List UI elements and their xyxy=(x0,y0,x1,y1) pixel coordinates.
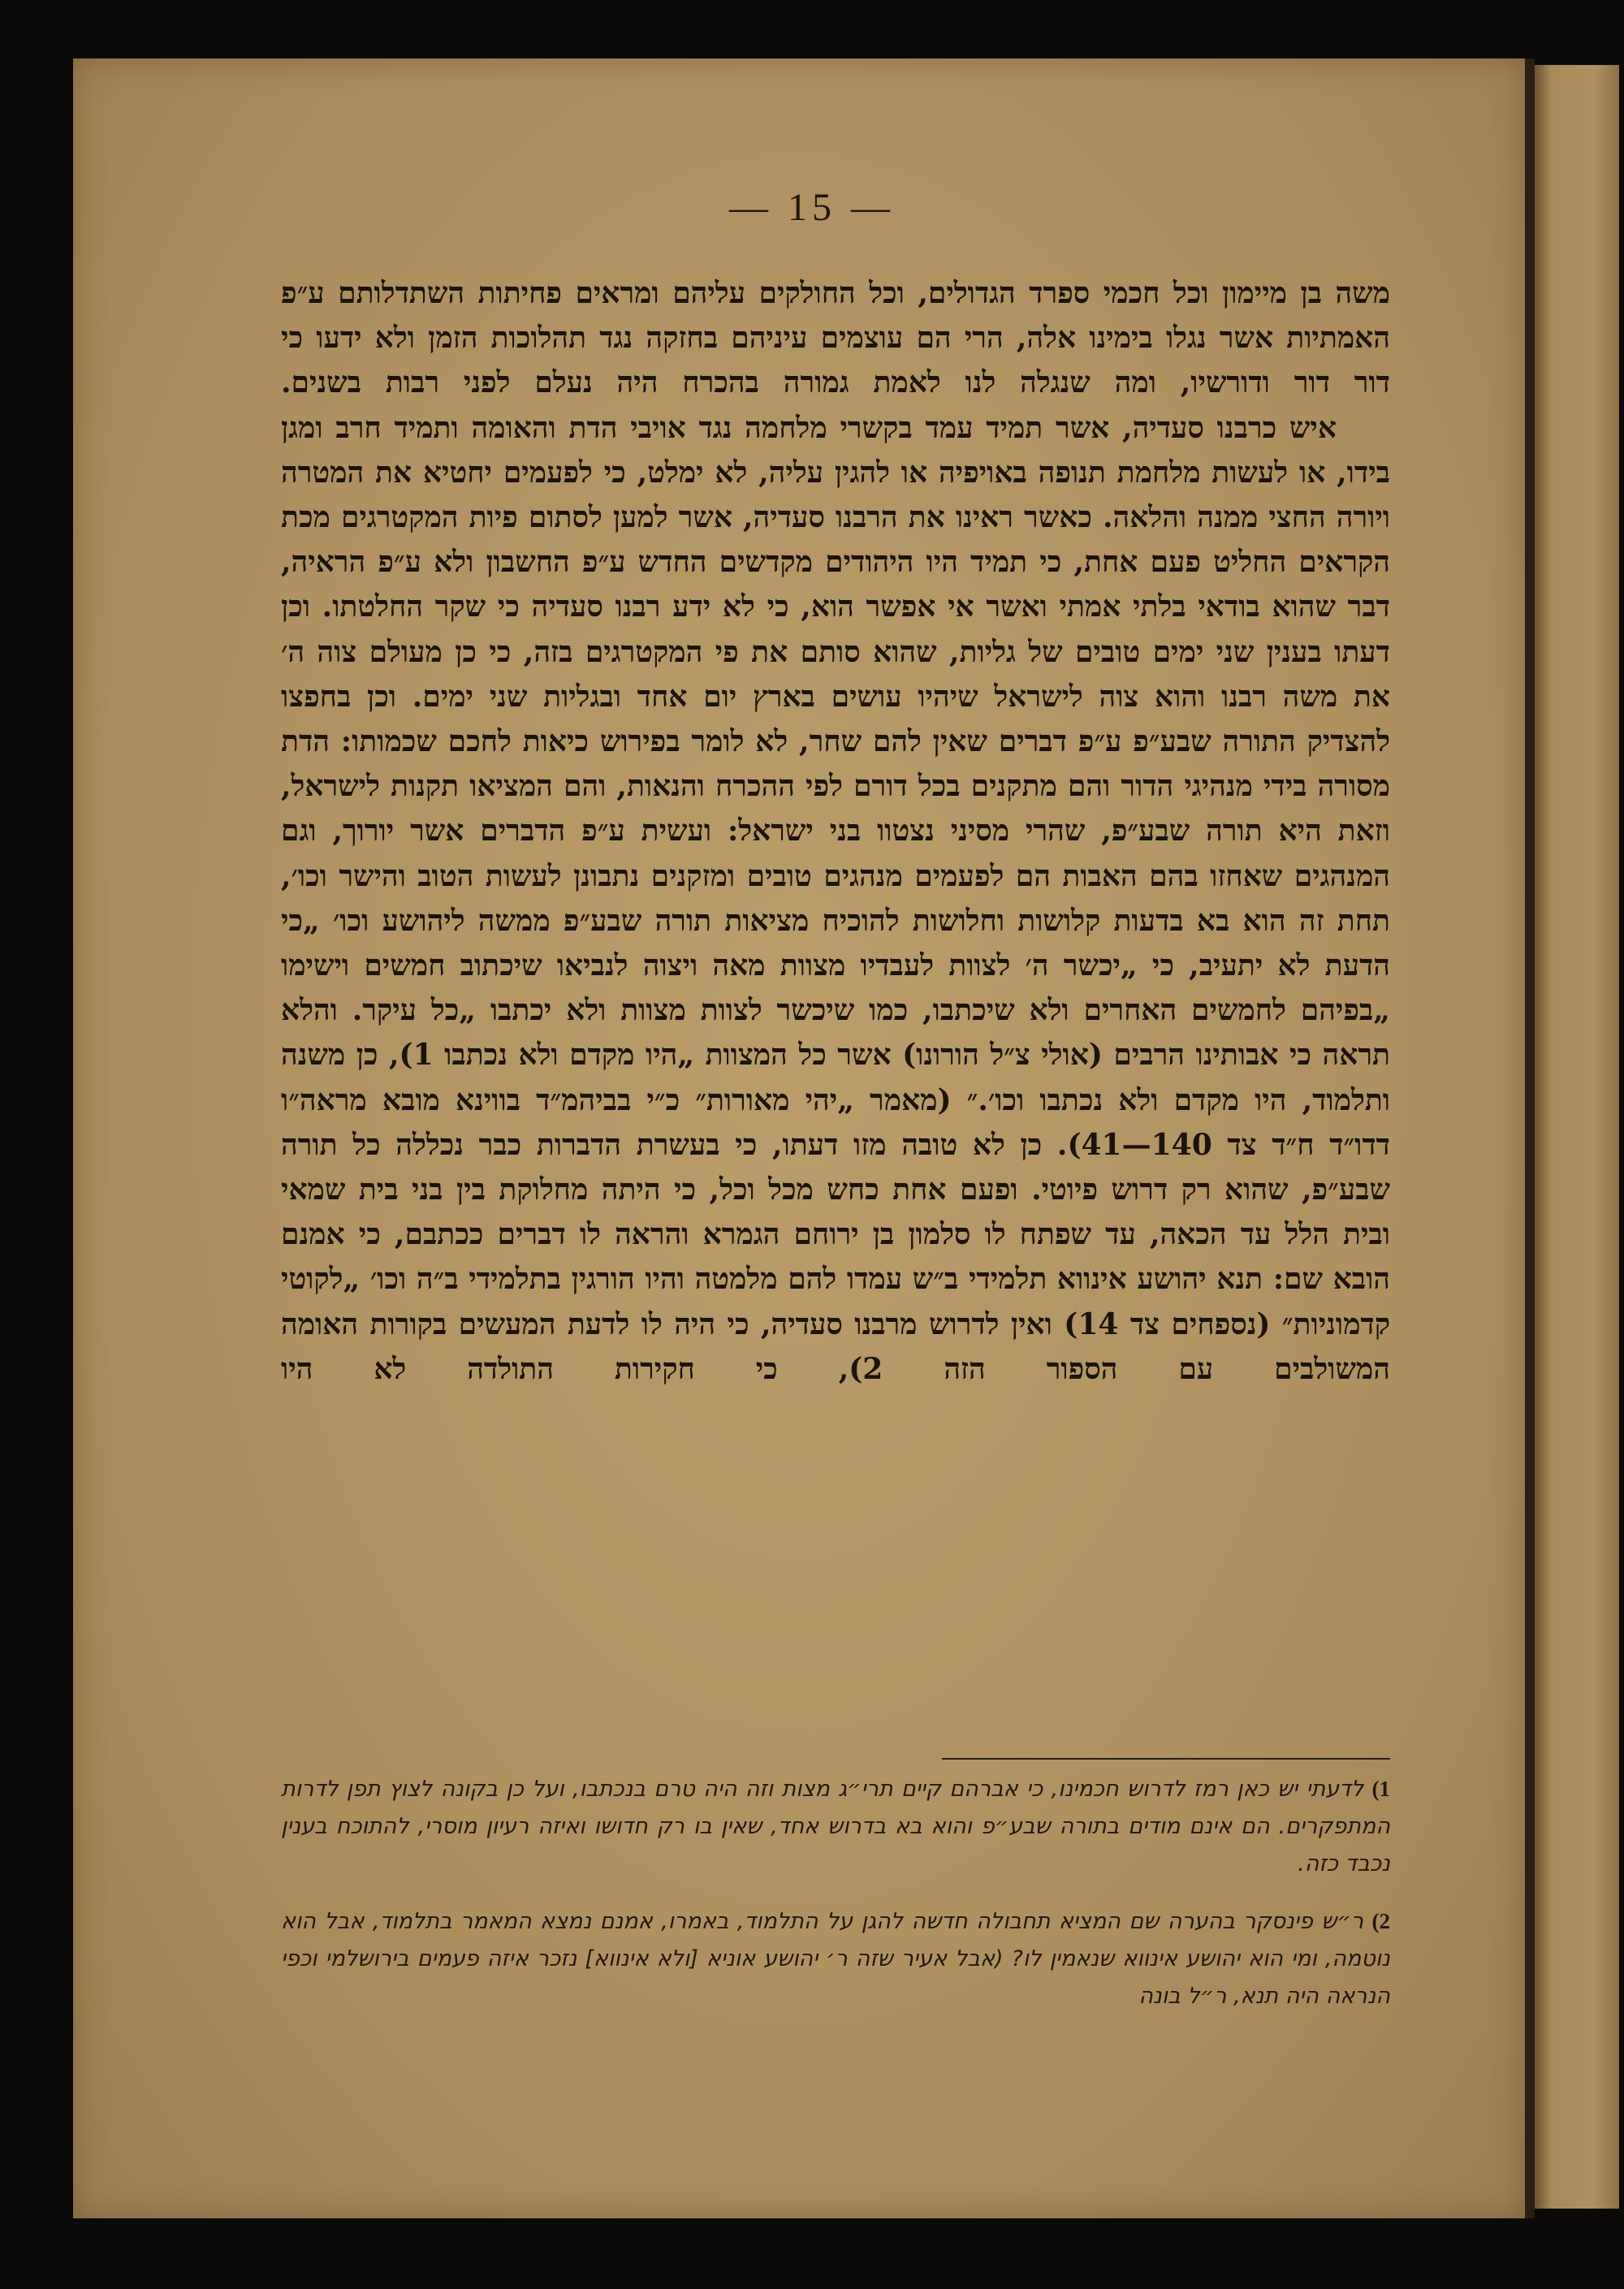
footnote xyxy=(281,1902,1390,2015)
footnote-separator xyxy=(942,1758,1390,1760)
page-number: — 15 — xyxy=(729,186,895,229)
footnote-text: ר״ש פינסקר בהערה שם המציא תחבולה חדשה להגן על התלמוד, באמרו, אמנם נמצא המאמר בתלמוד, אבל הוא נוטמה, ומי הוא יהושע אינווא שנאמין לו? (אבל אעיר שזה ר׳ יהושע אוניא [ולא אינווא] נזכר איזה פעמים בירושלמי וכפי הנראה היה תנא, ר״ל בונה xyxy=(281,1909,1390,2009)
paragraph: איש כרבנו סעדיה, אשר תמיד עמד בקשרי מלחמה נגד אויבי הדת והאומה ותמיד חרב ומגן בידו, או לעשות מלחמת תנופה באויפיה או להגין עליה, לא ימלט, כי לפעמים יחטיא את המטרה ויורה החצי ממנה והלאה. כאשר ראינו את הרבנו סעדיה, אשר למען לסתום פיות המקטרגים מכת הקראים החליט פעם אחת, כי תמיד היו היהודים מקדשים החדש ע״פ החשבון ולא ע״פ הראיה, דבר שהוא בודאי בלתי אמתי ואשר אי אפשר הוא, כי לא ידע רבנו סעדיה כי שקר החלטתו. וכן דעתו בענין שני ימים טובים של גליות, שהוא סותם את פי המקטרגים בזה, כי כן מעולם צוה ה׳ את משה רבנו והוא צוה לישראל שיהיו עושים בארץ יום אחד ובגליות שני ימים. וכן בחפצו להצדיק התורה שבע״פ ע״פ דברים שאין להם שחר, לא לומר בפירוש כיאות לחכם שכמותו: הדת מסורה בידי מנהיגי הדור והם מתקנים בכל דורם לפי ההכרח והנאות, והם המציאו תקנות לישראל, וזאת היא תורה שבע״פ, שהרי מסיני נצטוו בני ישראל: ועשית ע״פ הדברים אשר יורוך, וגם המנהגים שאחזו בהם האבות הם לפעמים מנהגים טובים ומזקנים נתבונן לעשות הטוב והישר וכו׳, תחת זה הוא בא בדעות קלושות וחלושות להוכיח מציאות תורה שבע״פ ממשה ליהושע וכו׳ „כי הדעת לא יתעיב, כי „יכשר ה׳ לצוות לעבדיו מצוות מאה ויצוה לנביאו שיכתוב חמשים וישימו „בפיהם לחמשים האחרים ולא שיכתבו, כמו שיכשר לצוות מצוות ולא יכתבו „כל עיקר. והלא תראה כי אבותינו הרבים (אולי צ״ל הורונו) אשר כל המצוות „היו מקדם ולא נכתבו 1), כן משנה ותלמוד, היו מקדם ולא נכתבו וכו׳.״ (מאמר „יהי מאורות״ כ״י בביהמ״ד בווינא מובא מראה״ו דדו״ד ח״ד צד 140—41). כן לא טובה מזו דעתו, כי בעשרת הדברות כבר נכללה כל תורה שבע״פ, שהוא רק דרוש פיוטי. ופעם אחת כחש מכל וכל, כי היתה מחלוקת בין בני בית שמאי ובית הלל עד הכאה, עד שפתח לו סלמון בן ירוחם הגמרא והראה לו דברים ככתבם, כי אמנם הובא שם: תנא יהושע אינווא תלמידי ב״ש עמדו להם מלמטה והיו הורגין בתלמידי ב״ה וכו׳ „לקוטי קדמוניות״ (נספחים צד 14) ואין לדרוש מרבנו סעדיה, כי היה לו לדעת המעשים בקורות האומה המשולבים עם הספור הזה 2), כי חקירות התולדה לא היו xyxy=(281,410,1391,1386)
next-page-edge xyxy=(1535,65,1619,2209)
paragraph: משה בן מיימון וכל חכמי ספרד הגדולים, וכל החולקים עליהם ומראים פחיתות השתדלותם ע״פ האמתיות אשר נגלו בימינו אלה, הרי הם עוצמים עיניהם בחזקה נגד תהלוכות הזמן ולא ידעו כי דור דור ודורשיו, ומה שנגלה לנו לאמת גמורה בהכרח היה נעלם לפני רבות בשנים. xyxy=(281,276,1390,400)
page-gutter xyxy=(1525,58,1535,2218)
footnote-text: לדעתי יש כאן רמז לדרוש חכמינו, כי אברהם קיים תרי״ג מצות וזה היה טרם בנכתבו, ועל כן בקונה לצוץ תפן לדרות המתפקרים. הם אינם מודים בתורה שבע״פ והוא בא בדרוש אחד, שאין בו רק חדושו ואיזה רעיון מוסרי, להתוכח בענין נכבד כזה. xyxy=(281,1777,1390,1877)
footnote xyxy=(281,1770,1390,1883)
footnotes xyxy=(281,1770,1390,2035)
footnote-mark: 2) xyxy=(1371,1909,1390,1933)
footnote-mark: 1) xyxy=(1371,1777,1390,1801)
main-text xyxy=(281,271,1390,1392)
